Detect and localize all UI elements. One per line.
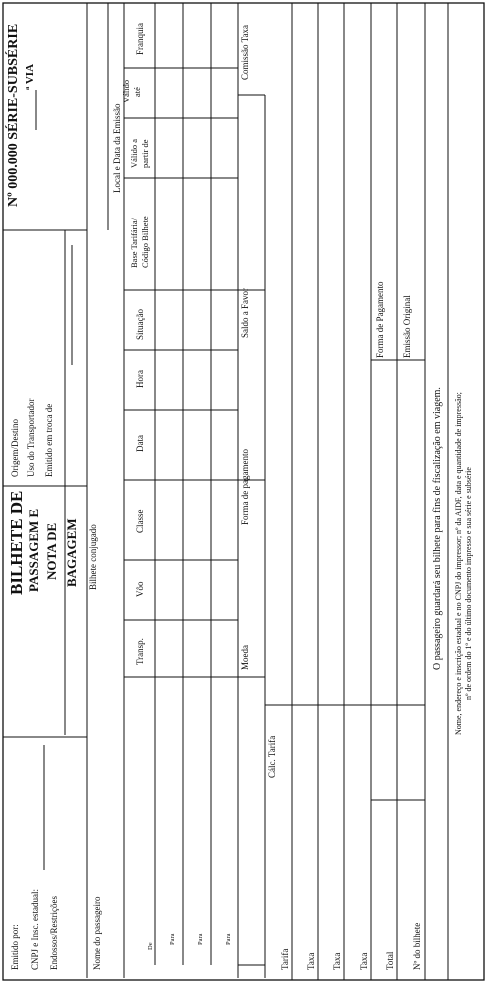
- col-valido-inicio-line1: Válido a: [129, 138, 139, 168]
- col-valido-ate-line1: Válido: [121, 79, 131, 103]
- origem-destino: Origem/Destino: [10, 419, 20, 477]
- comissao-taxa: Comissão Taxa: [240, 25, 250, 80]
- col-voo: Vôo: [135, 581, 145, 597]
- calc-tarifa: Cálc. Tarifa: [267, 735, 277, 778]
- label-emissao-original: Emissão Original: [402, 295, 412, 358]
- label-taxa-1: Taxa: [306, 952, 316, 970]
- label-taxa-2: Taxa: [332, 952, 342, 970]
- series-number: Nº 000.000 SÉRIE-SUBSÉRIE: [6, 23, 21, 207]
- forma-pagamento-strip: Forma de pagamento: [240, 449, 250, 525]
- emitido-por: Emitido por:: [10, 924, 20, 970]
- via-label: ª VIA: [24, 63, 36, 90]
- local-data-emissao: Local e Data da Emissão: [112, 103, 122, 193]
- label-no-bilhete: Nº do bilhete: [412, 922, 422, 970]
- col-valido-ate-line2: até: [132, 87, 142, 97]
- saldo-favor: Saldo a Favor: [240, 288, 250, 338]
- row-label-de: De: [147, 942, 154, 950]
- col-base-line1: Base Tarifária/: [129, 218, 139, 268]
- title-line2: PASSAGEM E: [26, 508, 41, 592]
- title-line3: NOTA DE: [44, 522, 59, 580]
- col-classe: Classe: [135, 509, 145, 533]
- col-valido-ate: [121, 78, 142, 103]
- col-hora: Hora: [135, 370, 145, 388]
- printer-info-line1: Nome, endereço e inscrição estadual e no CNPJ do impressor; nº da AIDF, data e quantidade de impressão;: [454, 392, 463, 735]
- title-line1: BILHETE DE: [7, 490, 26, 595]
- row-label-para-1: Para: [169, 933, 176, 945]
- endossos-label: Endossos/Restrições: [49, 896, 59, 970]
- col-valido-inicio: [129, 137, 150, 168]
- nome-passageiro: Nome do passageiro: [92, 896, 102, 970]
- moeda: Moeda: [240, 645, 250, 670]
- label-total: Total: [385, 951, 395, 970]
- col-situacao: Situação: [135, 309, 145, 340]
- col-data: Data: [135, 435, 145, 452]
- cnpj-label: CNPJ e Insc. estadual:: [30, 889, 40, 970]
- uso-transportador: Uso do Transportador: [26, 398, 36, 477]
- row-label-para-2: Para: [197, 933, 204, 945]
- printer-info-line2: nº de ordem do 1º e do último documento impresso e sua série e subsérie: [464, 467, 473, 700]
- passenger-notice: O passageiro guardará seu bilhete para fins de fiscalização em viagem.: [432, 387, 443, 670]
- col-base-tarifaria: [129, 216, 150, 268]
- label-taxa-3: Taxa: [359, 952, 369, 970]
- col-franquia: Franquia: [135, 23, 145, 55]
- label-tarifa: Tarifa: [280, 948, 290, 970]
- label-forma-pagamento: Forma de Pagamento: [375, 281, 385, 358]
- col-transp: Transp.: [135, 638, 145, 665]
- emitido-troca: Emitido em troca de: [44, 403, 54, 477]
- col-base-line2: Código Bilhete: [140, 216, 150, 268]
- title-line4: BAGAGEM: [64, 518, 79, 587]
- bilhete-conjugado: Bilhete conjugado: [88, 524, 98, 590]
- col-valido-inicio-line2: partir de: [140, 139, 150, 168]
- row-label-para-3: Para: [225, 933, 232, 945]
